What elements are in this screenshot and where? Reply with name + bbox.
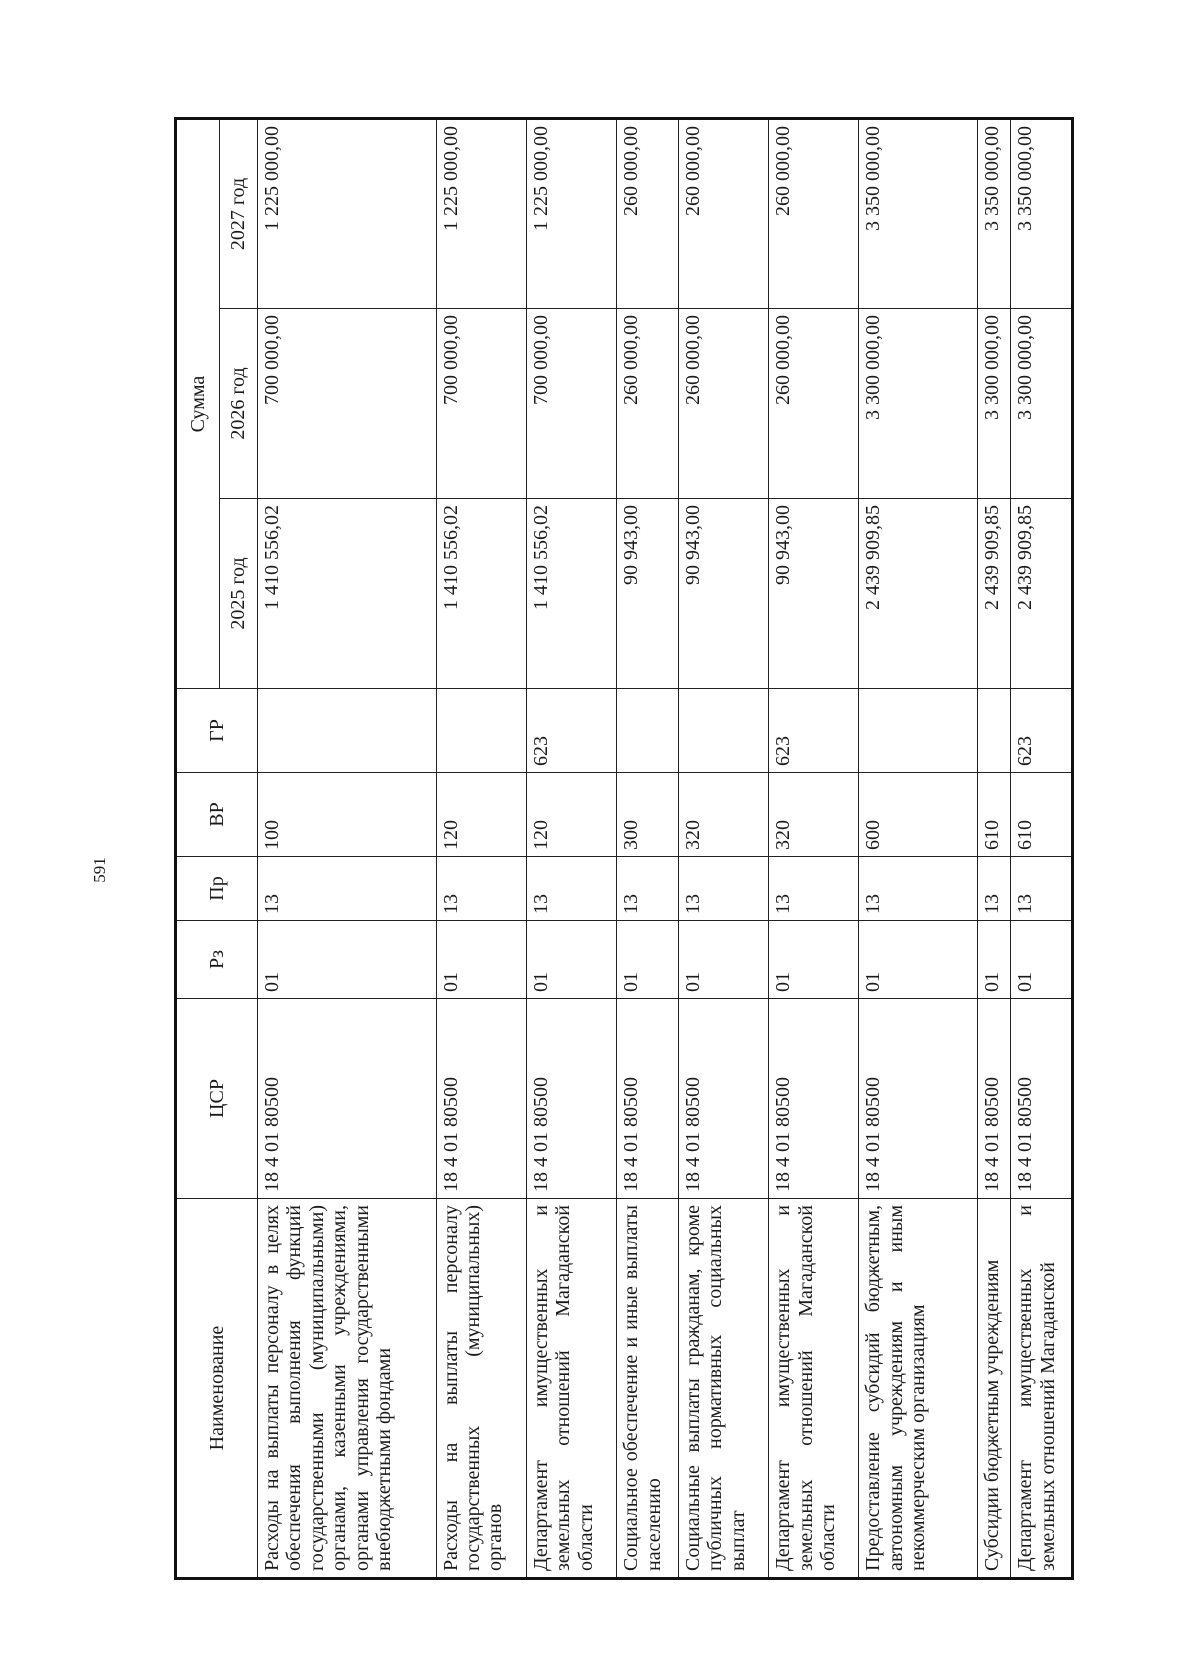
row-2025: 2 439 909,85 bbox=[1011, 499, 1073, 689]
header-sum: Сумма bbox=[176, 119, 220, 689]
row-2027: 260 000,00 bbox=[769, 119, 859, 309]
row-2027: 3 350 000,00 bbox=[978, 119, 1011, 309]
row-vr: 120 bbox=[526, 773, 616, 857]
row-rz: 01 bbox=[1011, 921, 1073, 999]
row-2026: 260 000,00 bbox=[617, 309, 679, 499]
row-name: Расходы на выплаты персоналу государственных (муниципальных) органов bbox=[436, 1199, 526, 1579]
row-2026: 260 000,00 bbox=[769, 309, 859, 499]
table-row bbox=[258, 119, 437, 1579]
row-csr: 18 4 01 80500 bbox=[978, 999, 1011, 1199]
row-2027: 3 350 000,00 bbox=[1011, 119, 1073, 309]
row-2027: 1 225 000,00 bbox=[526, 119, 616, 309]
row-vr: 600 bbox=[859, 773, 978, 857]
row-2026: 700 000,00 bbox=[436, 309, 526, 499]
row-2026: 260 000,00 bbox=[678, 309, 768, 499]
row-gr bbox=[617, 689, 679, 773]
row-gr bbox=[258, 689, 437, 773]
row-2026: 3 300 000,00 bbox=[978, 309, 1011, 499]
row-2025: 90 943,00 bbox=[617, 499, 679, 689]
row-pr: 13 bbox=[769, 857, 859, 921]
table-row bbox=[769, 119, 859, 1579]
row-2027: 3 350 000,00 bbox=[859, 119, 978, 309]
row-2027: 260 000,00 bbox=[617, 119, 679, 309]
budget-table-container bbox=[174, 120, 1074, 1580]
row-csr: 18 4 01 80500 bbox=[258, 999, 437, 1199]
row-2025: 2 439 909,85 bbox=[859, 499, 978, 689]
row-csr: 18 4 01 80500 bbox=[678, 999, 768, 1199]
row-rz: 01 bbox=[258, 921, 437, 999]
header-gr: ГР bbox=[176, 689, 258, 773]
row-rz: 01 bbox=[436, 921, 526, 999]
row-pr: 13 bbox=[436, 857, 526, 921]
header-2026: 2026 год bbox=[220, 309, 258, 499]
row-gr bbox=[859, 689, 978, 773]
row-csr: 18 4 01 80500 bbox=[526, 999, 616, 1199]
row-2027: 1 225 000,00 bbox=[258, 119, 437, 309]
row-2026: 3 300 000,00 bbox=[1011, 309, 1073, 499]
row-pr: 13 bbox=[978, 857, 1011, 921]
row-2027: 1 225 000,00 bbox=[436, 119, 526, 309]
row-gr: 623 bbox=[526, 689, 616, 773]
row-2025: 1 410 556,02 bbox=[258, 499, 437, 689]
row-pr: 13 bbox=[678, 857, 768, 921]
row-pr: 13 bbox=[617, 857, 679, 921]
row-name: Социальное обеспечение и иные выплаты населению bbox=[617, 1199, 679, 1579]
row-2025: 2 439 909,85 bbox=[978, 499, 1011, 689]
row-vr: 320 bbox=[678, 773, 768, 857]
budget-table bbox=[174, 117, 1074, 1580]
row-name: Предоставление субсидий бюджетным, автономным учреждениям и иным некоммерческим организациям bbox=[859, 1199, 978, 1579]
row-2026: 700 000,00 bbox=[258, 309, 437, 499]
row-pr: 13 bbox=[1011, 857, 1073, 921]
row-gr bbox=[678, 689, 768, 773]
header-name: Наименование bbox=[176, 1199, 258, 1579]
row-2025: 1 410 556,02 bbox=[436, 499, 526, 689]
row-name: Субсидии бюджетным учреждениям bbox=[978, 1199, 1011, 1579]
row-csr: 18 4 01 80500 bbox=[436, 999, 526, 1199]
row-vr: 300 bbox=[617, 773, 679, 857]
row-gr: 623 bbox=[769, 689, 859, 773]
row-pr: 13 bbox=[859, 857, 978, 921]
row-2025: 90 943,00 bbox=[678, 499, 768, 689]
row-rz: 01 bbox=[678, 921, 768, 999]
row-2025: 90 943,00 bbox=[769, 499, 859, 689]
header-rz: Рз bbox=[176, 921, 258, 999]
header-2027: 2027 год bbox=[220, 119, 258, 309]
row-vr: 100 bbox=[258, 773, 437, 857]
table-row bbox=[617, 119, 679, 1579]
row-rz: 01 bbox=[769, 921, 859, 999]
table-row bbox=[859, 119, 978, 1579]
table-row bbox=[526, 119, 616, 1579]
header-vr: ВР bbox=[176, 773, 258, 857]
header-2025: 2025 год bbox=[220, 499, 258, 689]
row-vr: 120 bbox=[436, 773, 526, 857]
row-pr: 13 bbox=[258, 857, 437, 921]
row-csr: 18 4 01 80500 bbox=[617, 999, 679, 1199]
row-gr bbox=[436, 689, 526, 773]
row-name: Департамент имущественных и земельных отношений Магаданской области bbox=[769, 1199, 859, 1579]
row-name: Социальные выплаты гражданам, кроме публичных нормативных социальных выплат bbox=[678, 1199, 768, 1579]
row-pr: 13 bbox=[526, 857, 616, 921]
row-gr bbox=[978, 689, 1011, 773]
row-csr: 18 4 01 80500 bbox=[859, 999, 978, 1199]
header-pr: Пр bbox=[176, 857, 258, 921]
table-row bbox=[436, 119, 526, 1579]
row-rz: 01 bbox=[617, 921, 679, 999]
row-2027: 260 000,00 bbox=[678, 119, 768, 309]
row-vr: 320 bbox=[769, 773, 859, 857]
page-number: 591 bbox=[90, 857, 109, 883]
header-csr: ЦСР bbox=[176, 999, 258, 1199]
row-vr: 610 bbox=[1011, 773, 1073, 857]
table-row bbox=[978, 119, 1011, 1579]
row-rz: 01 bbox=[978, 921, 1011, 999]
row-2026: 700 000,00 bbox=[526, 309, 616, 499]
row-gr: 623 bbox=[1011, 689, 1073, 773]
row-2026: 3 300 000,00 bbox=[859, 309, 978, 499]
row-2025: 1 410 556,02 bbox=[526, 499, 616, 689]
row-name: Департамент имущественных и земельных отношений Магаданской области bbox=[526, 1199, 616, 1579]
row-name: Расходы на выплаты персоналу в целях обеспечения выполнения функций государственными (муниципальными) органами, казенными учреждениями, органами управления государственными внебюджетными фондами bbox=[258, 1199, 437, 1579]
table-row bbox=[1011, 119, 1073, 1579]
row-rz: 01 bbox=[859, 921, 978, 999]
table-row bbox=[678, 119, 768, 1579]
row-csr: 18 4 01 80500 bbox=[1011, 999, 1073, 1199]
table-body bbox=[258, 119, 1073, 1579]
row-rz: 01 bbox=[526, 921, 616, 999]
row-csr: 18 4 01 80500 bbox=[769, 999, 859, 1199]
row-name: Департамент имущественных и земельных отношений Магаданской bbox=[1011, 1199, 1073, 1579]
row-vr: 610 bbox=[978, 773, 1011, 857]
